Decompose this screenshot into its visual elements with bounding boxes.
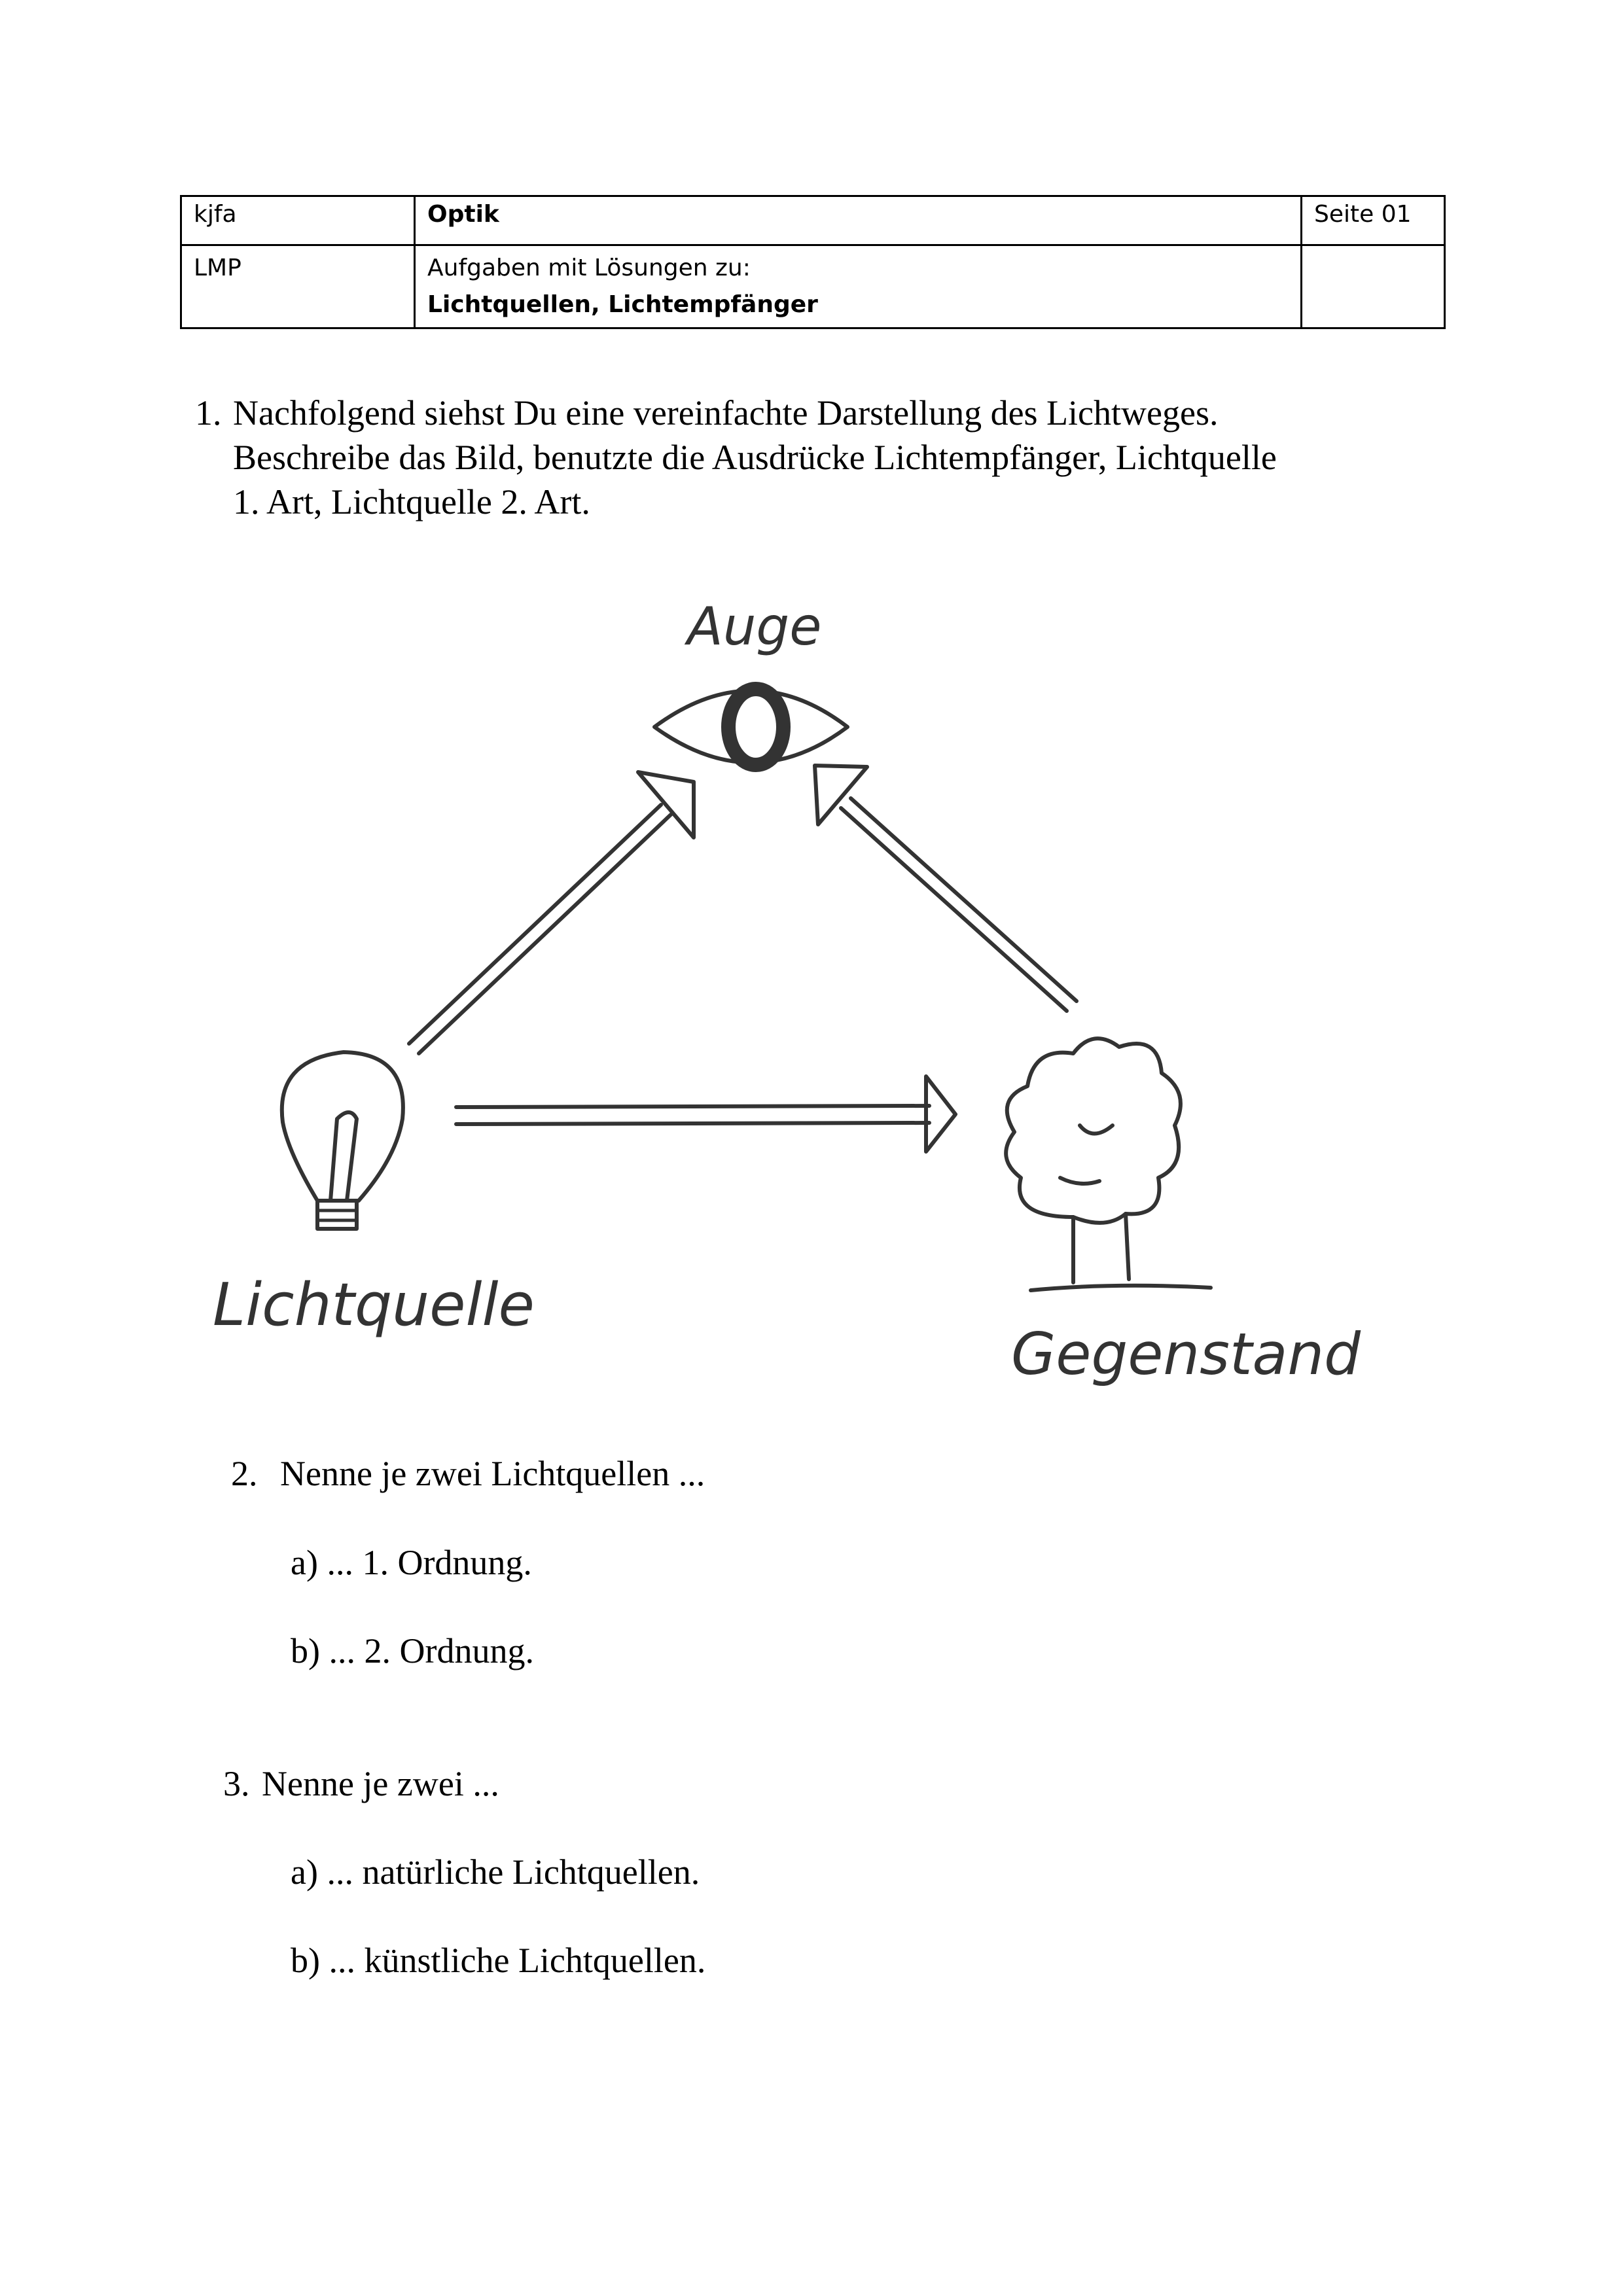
task1-line1: Nachfolgend siehst Du eine vereinfachte Darstellung des Lichtweges. — [233, 393, 1219, 433]
page-number: Seite 01 — [1302, 196, 1445, 245]
task1-number: 1. — [195, 393, 222, 433]
eye-label: Auge — [687, 596, 822, 657]
source-label: Lichtquelle — [213, 1271, 535, 1339]
task1-line2: Beschreibe das Bild, benutzte die Ausdrücke Lichtempfänger, Lichtquelle — [233, 438, 1277, 477]
author-cell: kjfa — [181, 196, 415, 245]
eye-icon — [654, 689, 847, 765]
task2-b: b) ... 2. Ordnung. — [291, 1631, 534, 1670]
subtitle: Aufgaben mit Lösungen zu: — [427, 255, 751, 281]
arrow-source-to-eye — [409, 772, 694, 1053]
dept-cell: LMP — [181, 245, 415, 328]
arrow-object-to-eye — [815, 766, 1077, 1011]
topic: Lichtquellen, Lichtempfänger — [427, 291, 818, 318]
light-bulb-icon — [282, 1052, 403, 1229]
task2-text: Nenne je zwei Lichtquellen ... — [280, 1454, 705, 1493]
subject-title: Optik — [415, 196, 1302, 245]
task3-b: b) ... künstliche Lichtquellen. — [291, 1941, 706, 1980]
task1-line3: 1. Art, Lichtquelle 2. Art. — [233, 482, 590, 521]
tree-icon — [1006, 1038, 1211, 1290]
task3-a: a) ... natürliche Lichtquellen. — [291, 1852, 700, 1892]
object-label: Gegenstand — [1011, 1320, 1361, 1388]
task2-a: a) ... 1. Ordnung. — [291, 1543, 532, 1582]
task3-number: 3. — [223, 1764, 250, 1803]
task2-number: 2. — [231, 1454, 258, 1493]
task3-text: Nenne je zwei ... — [262, 1764, 499, 1803]
arrow-source-to-object — [456, 1076, 955, 1152]
